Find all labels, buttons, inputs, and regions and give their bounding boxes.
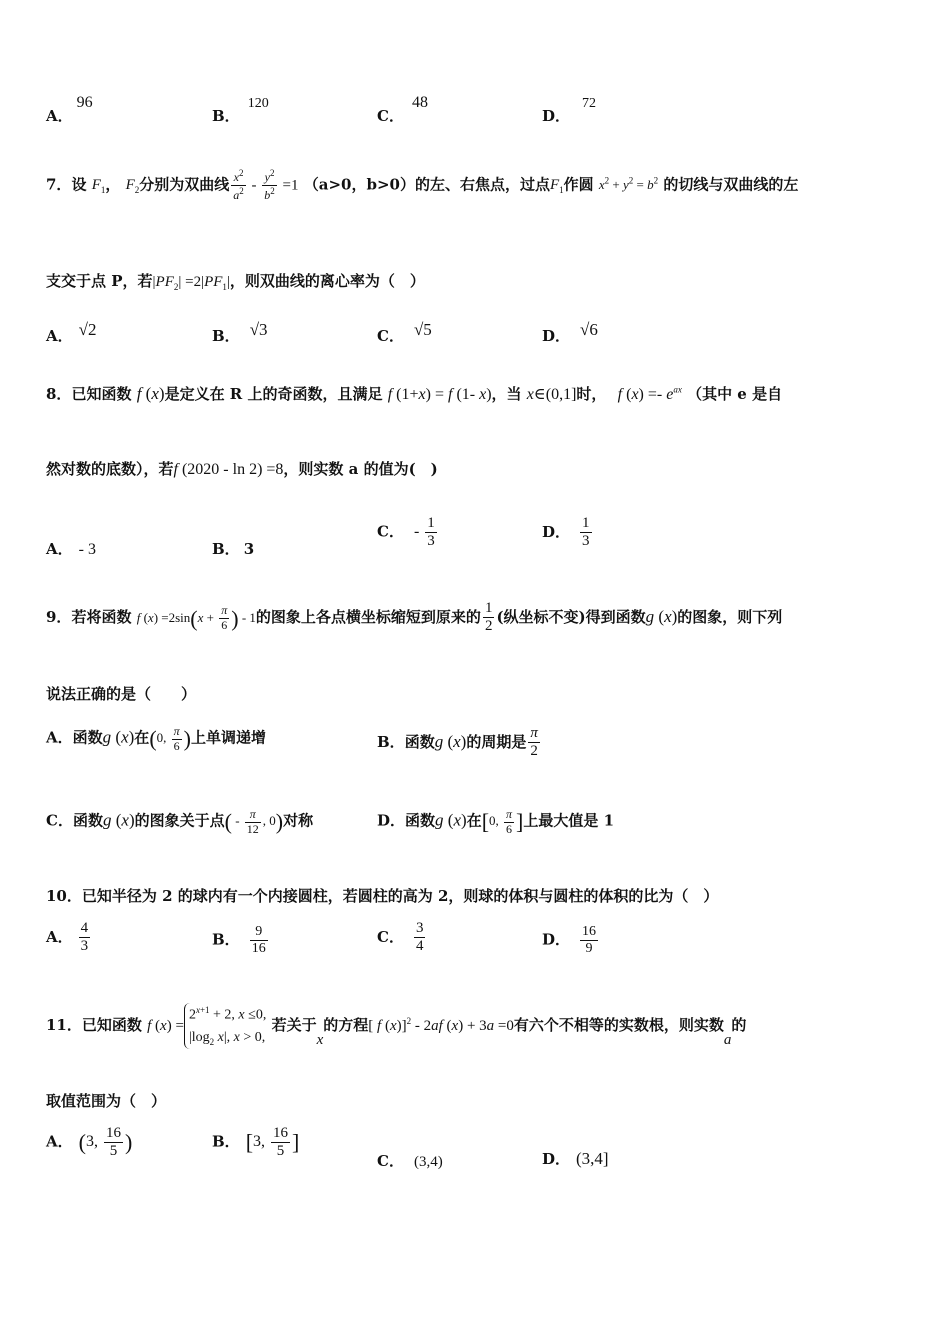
q11-option-d: D． (3,4]: [542, 1149, 609, 1168]
q11-line1: 11．已知函数 f (x) = $2^{x+1} + 2$, x ≤0, $|\log_2$ x|, x > 0, 若关于x的方程[ f (x)]$^2$ - 2af (x) + 3a =0有六个不相等的实数根，则实数a的: [46, 1005, 747, 1049]
q10-option-a: A． $\frac{4}{3}$: [46, 920, 89, 955]
q9-option-b: B．函数g (x)的周期是 $\frac{\pi}{2}$: [377, 725, 538, 760]
q8-line1: 8．已知函数 f (x)是定义在 R 上的奇函数，且满足 f (1+x) = f (1- x)，当 x∈(0,1]时， f $(x) =- e^{ax}$ （其中 e 是自: [46, 384, 783, 403]
q6-option-d: D．72: [542, 96, 597, 125]
q8-option-c: C． - $\frac{1}{3}$: [377, 515, 439, 551]
q8-option-b: B． 3: [212, 540, 255, 558]
q9-option-a: A．函数g (x)在(0, $\frac{\pi}{6}$ )上单调递增: [46, 724, 266, 753]
q7-line1: 7．设 $F_1$， $F_2$分别为双曲线 $\frac{x^2}{a^2}$ - $\frac{y^2}{b^2}$ =1 （a>0，b>0）的左、右焦点，过点$F_1$作圆 $x^2 + y^2 = b^2$ 的切线与双曲线的左: [46, 168, 799, 202]
q7-option-b: B． √3: [212, 320, 268, 345]
q8-option-d: D． $\frac{1}{3}$: [542, 515, 590, 550]
q7-option-c: C． √5: [377, 320, 432, 345]
q10-text: 10．已知半径为 2 的球内有一个内接圆柱，若圆柱的高为 2，则球的体积与圆柱的体积的比为（ ）: [46, 887, 719, 905]
q11-line2: 取值范围为（ ）: [46, 1092, 167, 1110]
q11-option-c: C． (3,4): [377, 1152, 443, 1170]
q10-option-d: D． $\frac{16}{9}$: [542, 924, 597, 957]
q7-line2: 支交于点 P，若$|PF_2| =2|PF_1|$，则双曲线的离心率为（ ）: [46, 272, 425, 292]
q8-option-a: A． - 3: [46, 540, 96, 558]
q7-option-d: D． √6: [542, 320, 598, 345]
q11-option-b: B． [3, $\frac{16}{5}$ ]: [212, 1125, 300, 1160]
q6-option-a: A．96: [46, 94, 93, 125]
q9-option-c: C．函数g (x)的图象关于点( - $\frac{\pi}{12}$ , 0)对称: [46, 807, 314, 836]
q8-line2: 然对数的底数），若f (2020 - ln 2) =8，则实数 a 的值为( ): [46, 460, 438, 478]
q6-option-c: C．48: [377, 94, 428, 125]
q8-option-c-value: - $\frac{1}{3}$: [413, 515, 435, 550]
q9-line2: 说法正确的是（ ）: [46, 685, 197, 703]
q7-option-a: A． √2: [46, 320, 97, 345]
q10-option-c: C． $\frac{3}{4}$: [377, 920, 424, 955]
q6-option-b: B．120: [212, 96, 269, 125]
q9-line1: 9．若将函数 f (x) =2sin(x + $\frac{\pi}{6}$ ) - 1的图象上各点横坐标缩短到原来的 $\frac{1}{2}$ (纵坐标不变)得到函数g (x)的图象，则下列: [46, 600, 783, 635]
q11-option-a: A． (3, $\frac{16}{5}$ ): [46, 1125, 133, 1160]
q9-option-d: D．函数g (x)在[0, $\frac{\pi}{6}$ ]上最大值是 1: [377, 807, 615, 836]
q10-option-b: B． $\frac{9}{16}$: [212, 924, 266, 957]
